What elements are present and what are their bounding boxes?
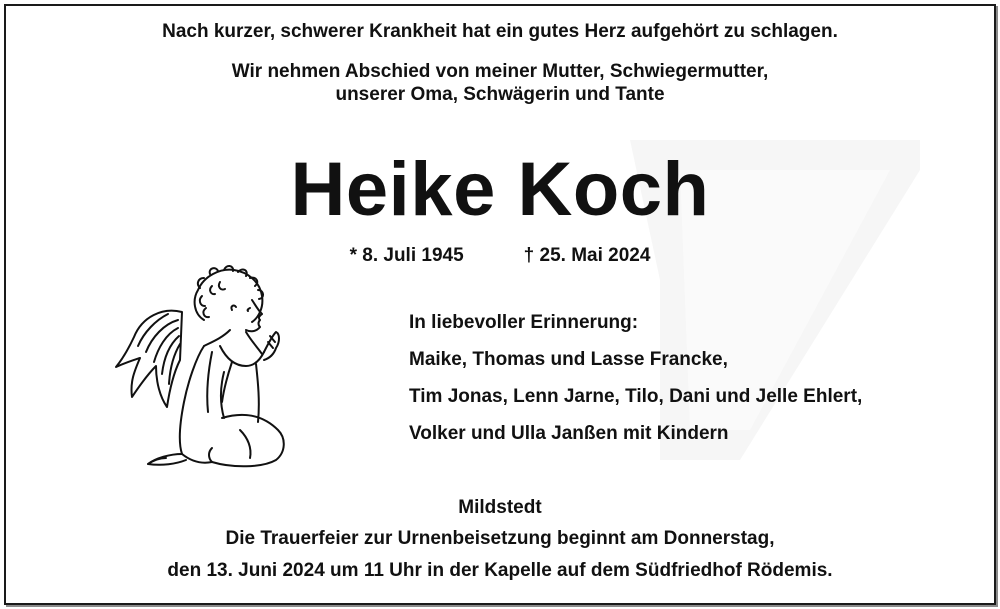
- birth-date: * 8. Juli 1945: [349, 245, 464, 266]
- mourner-line: Maike, Thomas und Lasse Francke,: [409, 349, 728, 370]
- farewell-line-2: unserer Oma, Schwägerin und Tante: [335, 84, 665, 105]
- place-name: Mildstedt: [458, 497, 542, 518]
- mourner-line: Volker und Ulla Janßen mit Kindern: [409, 423, 729, 444]
- service-line-2: den 13. Juni 2024 um 11 Uhr in der Kapelle auf dem Südfriedhof Rödemis.: [167, 560, 833, 581]
- intro-line: Nach kurzer, schwerer Krankheit hat ein gutes Herz aufgehört zu schlagen.: [162, 21, 838, 42]
- mourner-line: Tim Jonas, Lenn Jarne, Tilo, Dani und Jelle Ehlert,: [409, 386, 863, 407]
- mourners-heading: In liebevoller Erinnerung:: [409, 312, 639, 333]
- deceased-name: Heike Koch: [290, 147, 710, 232]
- praying-angel-icon: [112, 262, 292, 472]
- death-date: † 25. Mai 2024: [523, 245, 651, 266]
- mourners-block: [409, 312, 862, 460]
- service-line-1: Die Trauerfeier zur Urnenbeisetzung beginnt am Donnerstag,: [225, 528, 775, 549]
- farewell-line-1: Wir nehmen Abschied von meiner Mutter, Schwiegermutter,: [231, 61, 769, 82]
